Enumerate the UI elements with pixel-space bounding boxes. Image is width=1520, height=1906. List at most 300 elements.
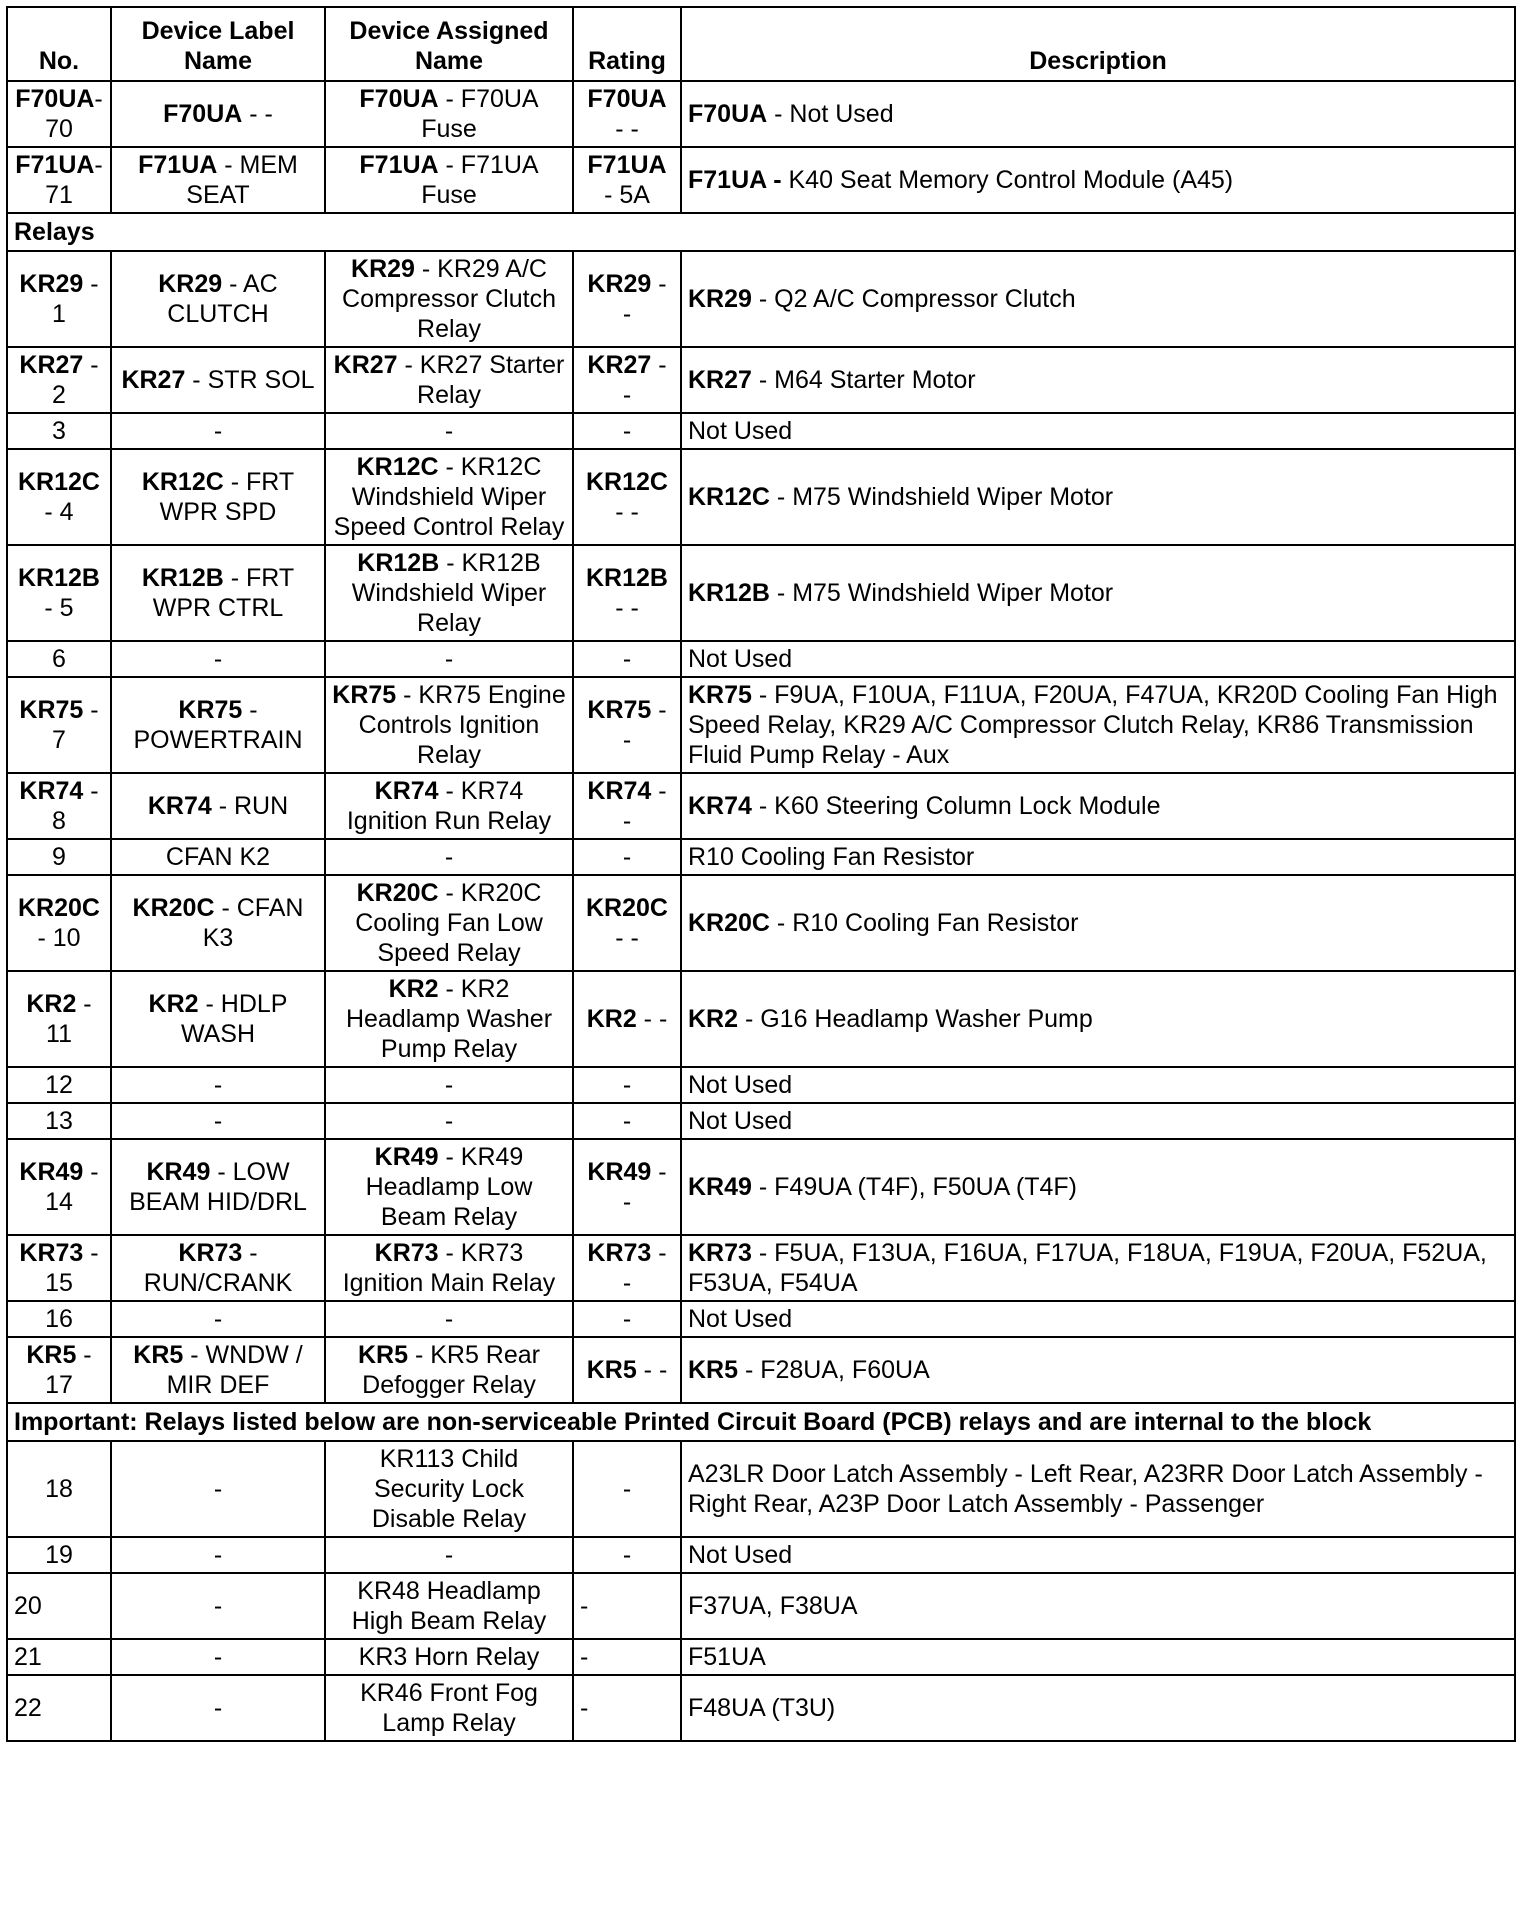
cell-label-code: F70UA xyxy=(163,100,243,128)
cell-no-code: KR74 xyxy=(19,777,84,805)
cell-rating xyxy=(573,1067,681,1103)
cell-description-code: KR2 xyxy=(688,1005,739,1033)
cell-no xyxy=(7,641,111,677)
cell-description xyxy=(681,839,1515,875)
cell-label xyxy=(111,839,325,875)
cell-description-text: Not Used xyxy=(688,645,793,673)
cell-assigned xyxy=(325,347,573,413)
cell-label xyxy=(111,1337,325,1403)
relay-row xyxy=(7,971,1515,1067)
cell-no xyxy=(7,1337,111,1403)
cell-no: 20 xyxy=(7,1573,111,1639)
cell-no xyxy=(7,971,111,1067)
cell-label xyxy=(111,1139,325,1235)
relay-row xyxy=(7,839,1515,875)
relay-row xyxy=(7,677,1515,773)
cell-label xyxy=(111,413,325,449)
header-description: Description xyxy=(681,7,1515,81)
cell-assigned xyxy=(325,773,573,839)
cell-no xyxy=(7,1067,111,1103)
cell-assigned-text: - xyxy=(444,1107,454,1135)
table-header-row xyxy=(7,7,1515,81)
cell-rating-text: - - xyxy=(615,924,639,952)
cell-no xyxy=(7,1139,111,1235)
cell-description-code: KR5 xyxy=(688,1356,739,1384)
cell-label xyxy=(111,1103,325,1139)
cell-assigned xyxy=(325,449,573,545)
cell-assigned-text: - KR2 Headlamp Washer Pump Relay xyxy=(345,975,553,1063)
cell-assigned: KR3 Horn Relay xyxy=(325,1639,573,1675)
cell-label-text: - POWERTRAIN xyxy=(133,696,303,754)
cell-description xyxy=(681,413,1515,449)
cell-rating-text: - - xyxy=(622,270,667,328)
cell-no-text: 13 xyxy=(45,1107,73,1135)
cell-label-text: - AC CLUTCH xyxy=(167,270,278,328)
fuse-row xyxy=(7,147,1515,213)
cell-no-text: - 7 xyxy=(52,696,99,754)
pcb-relay-row xyxy=(7,1639,1515,1675)
cell-label-code: KR29 xyxy=(158,270,223,298)
cell-rating-text: - xyxy=(622,417,632,445)
pcb-relay-row xyxy=(7,1537,1515,1573)
cell-description-text: - G16 Headlamp Washer Pump xyxy=(738,1005,1093,1033)
cell-rating-text: - - xyxy=(615,498,639,526)
cell-rating xyxy=(573,81,681,147)
cell-assigned xyxy=(325,147,573,213)
cell-assigned xyxy=(325,1235,573,1301)
cell-no-code: KR29 xyxy=(19,270,84,298)
cell-description xyxy=(681,1067,1515,1103)
cell-description-code: KR12C xyxy=(688,483,770,511)
cell-label: - xyxy=(111,1537,325,1573)
cell-no-text: - 2 xyxy=(52,351,99,409)
cell-rating-text: - xyxy=(622,843,632,871)
cell-assigned-code: KR74 xyxy=(374,777,439,805)
cell-rating-text: - - xyxy=(622,351,667,409)
cell-label: - xyxy=(111,1675,325,1741)
cell-description xyxy=(681,1301,1515,1337)
cell-assigned xyxy=(325,839,573,875)
cell-label-text: - xyxy=(213,1071,223,1099)
cell-no xyxy=(7,347,111,413)
header-no: No. xyxy=(7,7,111,81)
cell-assigned xyxy=(325,1337,573,1403)
section-important-title: Important: Relays listed below are non-serviceable Printed Circuit Board (PCB) relays and are internal to the block xyxy=(7,1403,1515,1441)
cell-assigned: KR46 Front Fog Lamp Relay xyxy=(325,1675,573,1741)
cell-assigned-code: KR2 xyxy=(388,975,439,1003)
cell-description-code: KR12B xyxy=(688,579,770,607)
cell-rating xyxy=(573,1337,681,1403)
cell-rating xyxy=(573,773,681,839)
cell-rating xyxy=(573,545,681,641)
cell-assigned-text: - xyxy=(444,1305,454,1333)
cell-description-code: KR29 xyxy=(688,285,752,313)
cell-rating-code: KR29 xyxy=(587,270,652,298)
section-relays xyxy=(7,213,1515,251)
cell-no-text: - 14 xyxy=(45,1158,99,1216)
cell-assigned xyxy=(325,1103,573,1139)
cell-description: F51UA xyxy=(681,1639,1515,1675)
cell-label: - xyxy=(111,1573,325,1639)
cell-no-code: KR27 xyxy=(19,351,84,379)
cell-label xyxy=(111,251,325,347)
cell-description-text: - R10 Cooling Fan Resistor xyxy=(769,909,1079,937)
cell-label: - xyxy=(111,1441,325,1537)
cell-rating xyxy=(573,1235,681,1301)
fuse-relay-table xyxy=(6,6,1516,1742)
cell-label xyxy=(111,971,325,1067)
cell-assigned-text: - xyxy=(444,1071,454,1099)
header-rating: Rating xyxy=(573,7,681,81)
cell-assigned-code: KR27 xyxy=(333,351,398,379)
cell-description: A23LR Door Latch Assembly - Left Rear, A23RR Door Latch Assembly - Right Rear, A23P Door Latch Assembly - Passenger xyxy=(681,1441,1515,1537)
cell-assigned-code: F71UA xyxy=(359,151,439,179)
cell-assigned: KR113 Child Security Lock Disable Relay xyxy=(325,1441,573,1537)
cell-description xyxy=(681,81,1515,147)
relay-row xyxy=(7,251,1515,347)
cell-label xyxy=(111,1301,325,1337)
cell-no-code: KR49 xyxy=(19,1158,84,1186)
cell-no-text: - 17 xyxy=(45,1341,92,1399)
cell-assigned-text: - F71UA Fuse xyxy=(421,151,539,209)
cell-no-code: KR75 xyxy=(19,696,84,724)
cell-no-text: - 11 xyxy=(46,990,92,1048)
cell-label-code: KR49 xyxy=(146,1158,211,1186)
cell-description-code: KR74 xyxy=(688,792,752,820)
cell-rating xyxy=(573,251,681,347)
cell-rating-text: - - xyxy=(622,696,667,754)
cell-description: F37UA, F38UA xyxy=(681,1573,1515,1639)
cell-no xyxy=(7,773,111,839)
cell-label-text: - LOW BEAM HID/DRL xyxy=(129,1158,307,1216)
cell-rating-code: KR74 xyxy=(587,777,652,805)
cell-description-code: KR49 xyxy=(688,1173,752,1201)
cell-description-code: F71UA - xyxy=(688,166,789,194)
cell-description xyxy=(681,1103,1515,1139)
cell-label xyxy=(111,773,325,839)
cell-rating-code: F71UA xyxy=(587,151,667,179)
cell-description-text: K40 Seat Memory Control Module (A45) xyxy=(788,166,1234,194)
cell-label xyxy=(111,81,325,147)
cell-description xyxy=(681,1139,1515,1235)
cell-no-code: KR2 xyxy=(26,990,77,1018)
cell-assigned-code: KR29 xyxy=(351,255,415,283)
cell-rating-text: - - xyxy=(622,1158,667,1216)
header-assigned: Device Assigned Name xyxy=(325,7,573,81)
cell-no-code: F71UA xyxy=(15,151,95,179)
cell-label-text: - WNDW / MIR DEF xyxy=(166,1341,303,1399)
cell-label-text: - STR SOL xyxy=(185,366,315,394)
cell-no xyxy=(7,1235,111,1301)
cell-assigned xyxy=(325,545,573,641)
cell-rating-text: - - xyxy=(636,1356,668,1384)
cell-no: 19 xyxy=(7,1537,111,1573)
cell-assigned xyxy=(325,971,573,1067)
cell-no-code: KR73 xyxy=(19,1239,84,1267)
cell-assigned-text: - KR5 Rear Defogger Relay xyxy=(362,1341,540,1399)
cell-assigned xyxy=(325,1139,573,1235)
cell-assigned-code: KR20C xyxy=(356,879,439,907)
cell-rating-text: - - xyxy=(636,1005,668,1033)
cell-no xyxy=(7,1103,111,1139)
cell-rating: - xyxy=(573,1441,681,1537)
cell-assigned-code: KR49 xyxy=(374,1143,439,1171)
cell-label xyxy=(111,449,325,545)
cell-rating-code: KR27 xyxy=(587,351,652,379)
pcb-relay-row xyxy=(7,1573,1515,1639)
cell-rating-text: - - xyxy=(622,777,667,835)
cell-label-code: KR74 xyxy=(147,792,212,820)
cell-rating-code: KR12B xyxy=(586,564,668,592)
cell-rating xyxy=(573,839,681,875)
cell-description: F48UA (T3U) xyxy=(681,1675,1515,1741)
cell-description-text: Not Used xyxy=(688,1107,793,1135)
cell-label-text: - xyxy=(213,417,223,445)
cell-rating xyxy=(573,347,681,413)
cell-assigned-code: KR75 xyxy=(332,681,397,709)
fuse-relay-document xyxy=(6,6,1514,1742)
cell-label-code: KR2 xyxy=(148,990,199,1018)
cell-no xyxy=(7,413,111,449)
cell-no xyxy=(7,839,111,875)
cell-label-text: - RUN/CRANK xyxy=(143,1239,293,1297)
cell-description-text: - F28UA, F60UA xyxy=(738,1356,930,1384)
cell-no xyxy=(7,875,111,971)
cell-rating xyxy=(573,1301,681,1337)
cell-rating: - xyxy=(573,1639,681,1675)
cell-assigned xyxy=(325,1067,573,1103)
cell-no-code: F70UA xyxy=(15,85,95,113)
cell-label-text: - xyxy=(213,645,223,673)
cell-no xyxy=(7,677,111,773)
relay-row xyxy=(7,875,1515,971)
cell-rating xyxy=(573,677,681,773)
cell-label-code: KR20C xyxy=(132,894,215,922)
cell-no-code: KR5 xyxy=(26,1341,77,1369)
cell-assigned xyxy=(325,413,573,449)
cell-rating-code: KR20C xyxy=(586,894,668,922)
cell-label-code: KR27 xyxy=(121,366,186,394)
cell-description xyxy=(681,677,1515,773)
cell-assigned: - xyxy=(325,1537,573,1573)
cell-label-text: - CFAN K3 xyxy=(202,894,304,952)
cell-assigned-text: - KR12B Windshield Wiper Relay xyxy=(351,549,547,637)
cell-rating-text: - xyxy=(622,1071,632,1099)
cell-rating-code: KR49 xyxy=(587,1158,652,1186)
cell-assigned-text: - xyxy=(444,645,454,673)
relay-row xyxy=(7,449,1515,545)
cell-description xyxy=(681,773,1515,839)
header-label: Device Label Name xyxy=(111,7,325,81)
cell-description-text: - K60 Steering Column Lock Module xyxy=(751,792,1161,820)
cell-description xyxy=(681,545,1515,641)
relay-row xyxy=(7,1235,1515,1301)
cell-assigned xyxy=(325,641,573,677)
cell-rating xyxy=(573,971,681,1067)
cell-assigned xyxy=(325,677,573,773)
cell-description xyxy=(681,347,1515,413)
cell-description-text: - Q2 A/C Compressor Clutch xyxy=(751,285,1076,313)
cell-description-code: KR75 xyxy=(688,681,752,709)
cell-assigned-text: - KR27 Starter Relay xyxy=(397,351,565,409)
cell-description xyxy=(681,147,1515,213)
cell-rating-text: - - xyxy=(615,115,639,143)
cell-rating xyxy=(573,1139,681,1235)
cell-rating: - xyxy=(573,1537,681,1573)
cell-no-text: 9 xyxy=(52,843,66,871)
cell-no-text: - 5 xyxy=(44,594,74,622)
cell-assigned-text: - KR74 Ignition Run Relay xyxy=(346,777,552,835)
cell-label-text: - xyxy=(213,1305,223,1333)
cell-label-code: F71UA xyxy=(138,151,218,179)
cell-assigned-code: KR5 xyxy=(358,1341,409,1369)
cell-description-text: - F9UA, F10UA, F11UA, F20UA, F47UA, KR20D Cooling Fan High Speed Relay, KR29 A/C Compressor Clutch Relay, KR86 Transmission Fluid Pump Relay - Aux xyxy=(688,681,1498,769)
cell-assigned-text: - KR73 Ignition Main Relay xyxy=(342,1239,556,1297)
cell-assigned-text: - KR29 A/C Compressor Clutch Relay xyxy=(342,255,556,343)
cell-assigned-text: - KR75 Engine Controls Ignition Relay xyxy=(358,681,566,769)
cell-description xyxy=(681,1235,1515,1301)
cell-assigned xyxy=(325,251,573,347)
cell-rating xyxy=(573,875,681,971)
cell-rating: - xyxy=(573,1573,681,1639)
cell-no-text: 12 xyxy=(45,1071,73,1099)
cell-no-code: KR12C xyxy=(18,468,100,496)
cell-no xyxy=(7,449,111,545)
cell-label xyxy=(111,641,325,677)
relay-row xyxy=(7,1067,1515,1103)
cell-assigned-text: - xyxy=(444,843,454,871)
cell-description-code: KR27 xyxy=(688,366,752,394)
cell-rating-code: KR2 xyxy=(586,1005,637,1033)
cell-description xyxy=(681,251,1515,347)
relay-row xyxy=(7,773,1515,839)
cell-rating-code: KR73 xyxy=(587,1239,652,1267)
cell-assigned-code: KR12C xyxy=(356,453,439,481)
cell-label xyxy=(111,545,325,641)
relay-row xyxy=(7,413,1515,449)
cell-description-text: Not Used xyxy=(688,1305,793,1333)
cell-assigned-text: - F70UA Fuse xyxy=(421,85,539,143)
cell-assigned xyxy=(325,81,573,147)
cell-description xyxy=(681,449,1515,545)
cell-assigned-text: - KR12C Windshield Wiper Speed Control Relay xyxy=(333,453,565,541)
cell-label xyxy=(111,875,325,971)
relay-row xyxy=(7,1337,1515,1403)
section-important xyxy=(7,1403,1515,1441)
cell-description: Not Used xyxy=(681,1537,1515,1573)
cell-no xyxy=(7,81,111,147)
relay-row xyxy=(7,347,1515,413)
cell-no xyxy=(7,147,111,213)
cell-label-text: - - xyxy=(242,100,273,128)
cell-label xyxy=(111,677,325,773)
cell-rating xyxy=(573,1103,681,1139)
cell-label-text: - FRT WPR SPD xyxy=(159,468,295,526)
cell-description-text: - F5UA, F13UA, F16UA, F17UA, F18UA, F19UA, F20UA, F52UA, F53UA, F54UA xyxy=(688,1239,1487,1297)
cell-no-text: - 70 xyxy=(45,85,103,143)
cell-description-text: - M75 Windshield Wiper Motor xyxy=(769,579,1114,607)
cell-no-text: 3 xyxy=(52,417,66,445)
cell-no-text: - 10 xyxy=(37,924,81,952)
cell-no xyxy=(7,1301,111,1337)
cell-description-code: KR20C xyxy=(688,909,770,937)
cell-description-code: KR73 xyxy=(688,1239,752,1267)
cell-label xyxy=(111,147,325,213)
cell-rating-text: - 5A xyxy=(604,181,650,209)
cell-rating-text: - xyxy=(622,1305,632,1333)
cell-no: 21 xyxy=(7,1639,111,1675)
cell-label-code: KR5 xyxy=(133,1341,184,1369)
cell-no-code: KR12B xyxy=(18,564,100,592)
cell-rating xyxy=(573,413,681,449)
cell-assigned-code: KR73 xyxy=(374,1239,439,1267)
fuse-row xyxy=(7,81,1515,147)
cell-label xyxy=(111,1067,325,1103)
cell-assigned-code: F70UA xyxy=(359,85,439,113)
cell-description xyxy=(681,1337,1515,1403)
cell-assigned-text: - KR49 Headlamp Low Beam Relay xyxy=(365,1143,533,1231)
cell-no: 18 xyxy=(7,1441,111,1537)
cell-assigned-text: - xyxy=(444,417,454,445)
cell-rating-text: - xyxy=(622,1107,632,1135)
cell-label-text: - HDLP WASH xyxy=(180,990,288,1048)
cell-label xyxy=(111,347,325,413)
cell-no xyxy=(7,251,111,347)
cell-assigned: KR48 Headlamp High Beam Relay xyxy=(325,1573,573,1639)
cell-no-text: - 71 xyxy=(45,151,103,209)
cell-no-text: - 4 xyxy=(44,498,74,526)
cell-description-code: F70UA xyxy=(688,100,768,128)
cell-rating-code: KR75 xyxy=(587,696,652,724)
cell-label-text: - xyxy=(213,1107,223,1135)
cell-no-text: 16 xyxy=(45,1305,73,1333)
relay-row xyxy=(7,1103,1515,1139)
cell-no-text: - 8 xyxy=(52,777,99,835)
cell-no xyxy=(7,545,111,641)
cell-rating-code: F70UA xyxy=(587,85,667,113)
cell-description-text: - Not Used xyxy=(767,100,894,128)
cell-description xyxy=(681,641,1515,677)
cell-description-text: - F49UA (T4F), F50UA (T4F) xyxy=(751,1173,1077,1201)
cell-label-text: - MEM SEAT xyxy=(186,151,298,209)
cell-description xyxy=(681,875,1515,971)
relay-row xyxy=(7,1139,1515,1235)
cell-rating xyxy=(573,641,681,677)
cell-label-code: KR12C xyxy=(141,468,224,496)
cell-no: 22 xyxy=(7,1675,111,1741)
cell-description xyxy=(681,971,1515,1067)
cell-assigned-code: KR12B xyxy=(357,549,440,577)
cell-no-code: KR20C xyxy=(18,894,100,922)
cell-rating xyxy=(573,449,681,545)
cell-rating xyxy=(573,147,681,213)
pcb-relay-row xyxy=(7,1441,1515,1537)
cell-rating: - xyxy=(573,1675,681,1741)
cell-no-text: 6 xyxy=(52,645,66,673)
cell-label: - xyxy=(111,1639,325,1675)
cell-rating-text: - - xyxy=(622,1239,667,1297)
cell-assigned xyxy=(325,875,573,971)
cell-rating-text: - - xyxy=(615,594,639,622)
pcb-relay-row xyxy=(7,1675,1515,1741)
cell-rating-code: KR12C xyxy=(586,468,668,496)
cell-rating-code: KR5 xyxy=(586,1356,637,1384)
cell-assigned-text: - KR20C Cooling Fan Low Speed Relay xyxy=(355,879,543,967)
cell-description-text: R10 Cooling Fan Resistor xyxy=(688,843,975,871)
section-relays-title: Relays xyxy=(7,213,1515,251)
cell-no-text: - 15 xyxy=(45,1239,99,1297)
relay-row xyxy=(7,545,1515,641)
